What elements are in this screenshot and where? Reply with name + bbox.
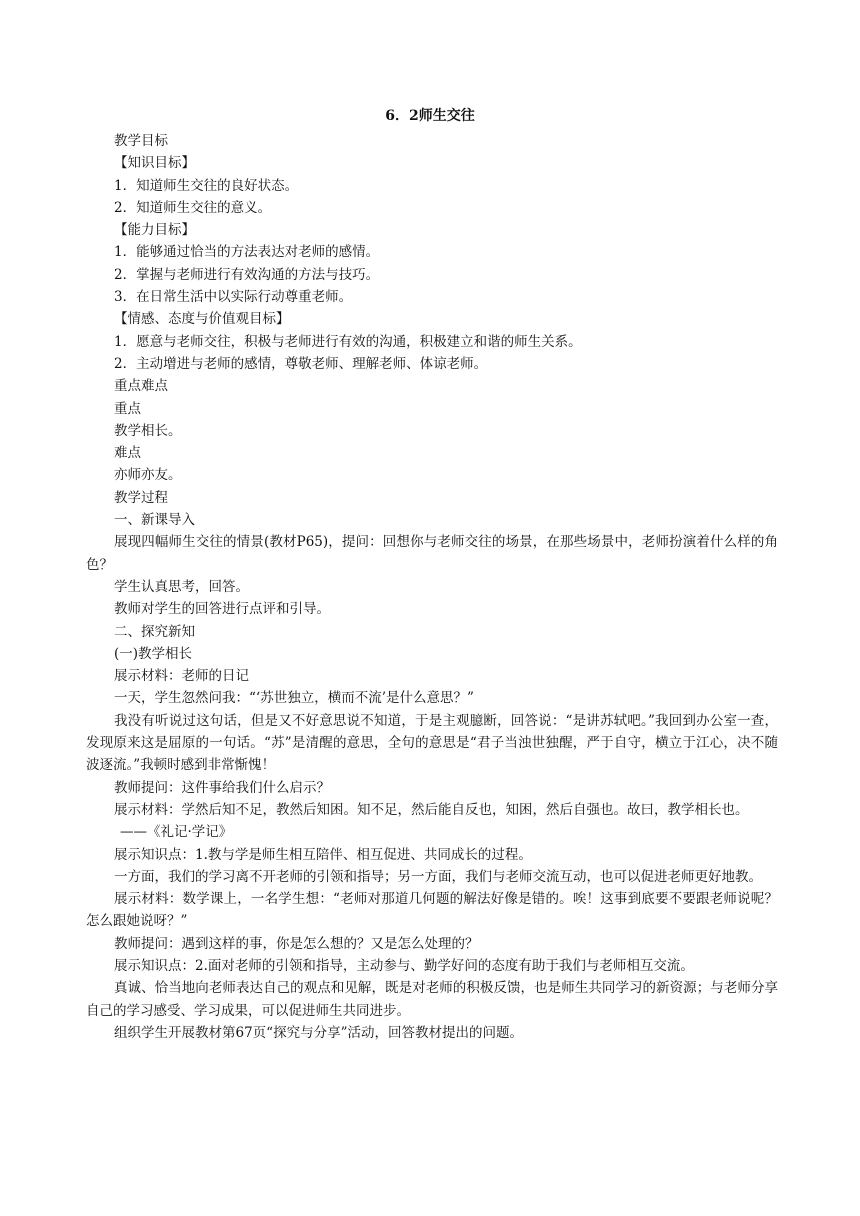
citation: ——《礼记·学记》 xyxy=(120,824,233,841)
paragraph: 展现四幅师生交往的情景(教材P65)，提问：回想你与老师交往的场景，在那些场景中，老师扮演着什么样的角色？ xyxy=(86,534,778,573)
section-heading: 教学过程 xyxy=(114,489,168,506)
paragraph: 学生认真思考，回答。 xyxy=(114,578,249,595)
list-item: 1．愿意与老师交往，积极与老师进行有效的沟通，积极建立和谐的师生关系。 xyxy=(114,333,582,350)
list-item: 3．在日常生活中以实际行动尊重老师。 xyxy=(114,289,353,306)
subsection-heading: (一)教学相长 xyxy=(114,645,193,662)
list-item: 2．掌握与老师进行有效沟通的方法与技巧。 xyxy=(114,266,380,283)
paragraph: 亦师亦友。 xyxy=(114,467,182,484)
paragraph: 组织学生开展教材第67页“探究与分享”活动，回答教材提出的问题。 xyxy=(114,1024,523,1041)
paragraph: 展示知识点：2.面对老师的引领和指导，主动参与、勤学好问的态度有助于我们与老师相互交流。 xyxy=(114,957,694,974)
subsection-heading: 【情感、态度与价值观目标】 xyxy=(114,311,290,328)
paragraph: 展示知识点：1.教与学是师生相互陪伴、相互促进、共同成长的过程。 xyxy=(114,846,532,863)
paragraph: 展示材料：学然后知不足，教然后知困。知不足，然后能自反也，知困，然后自强也。故曰，教学相长也。 xyxy=(114,801,749,818)
subsection-heading: 难点 xyxy=(114,445,141,462)
list-item: 2．知道师生交往的意义。 xyxy=(114,199,272,216)
subsection-heading: 【知识目标】 xyxy=(114,155,195,172)
section-heading: 教学目标 xyxy=(114,133,168,149)
paragraph: 教师对学生的回答进行点评和引导。 xyxy=(114,601,330,618)
subsection-heading: 二、探究新知 xyxy=(114,623,195,640)
document-title: 6．2师生交往 xyxy=(385,108,475,124)
list-item: 2．主动增进与老师的感情，尊敬老师、理解老师、体谅老师。 xyxy=(114,355,488,372)
section-heading: 重点难点 xyxy=(114,378,168,395)
paragraph: 展示材料：老师的日记 xyxy=(114,668,249,685)
subsection-heading: 【能力目标】 xyxy=(114,222,195,239)
paragraph: 一方面，我们的学习离不开老师的引领和指导；另一方面，我们与老师交流互动，也可以促进老师更好地教。 xyxy=(114,868,762,885)
paragraph: 教师提问：这件事给我们什么启示？ xyxy=(114,779,330,796)
paragraph: 教师提问：遇到这样的事，你是怎么想的？又是怎么处理的？ xyxy=(114,935,479,952)
list-item: 1．能够通过恰当的方法表达对老师的感情。 xyxy=(114,244,380,261)
paragraph: 一天，学生忽然问我：“‘苏世独立，横而不流’是什么意思？” xyxy=(114,690,474,707)
paragraph: 教学相长。 xyxy=(114,422,182,439)
document-body xyxy=(86,130,778,1044)
paragraph: 我没有听说过这句话，但是又不好意思说不知道，于是主观臆断，回答说：“是讲苏轼吧。”我回到办公室一查，发现原来这是屈原的一句话。“苏”是清醒的意思，全句的意思是“君子当浊世独醒，严于自守，横立于江心，决不随波逐流。”我顿时感到非常惭愧！ xyxy=(86,712,778,774)
paragraph: 真诚、恰当地向老师表达自己的观点和见解，既是对老师的积极反馈，也是师生共同学习的新资源；与老师分享自己的学习感受、学习成果，可以促进师生共同进步。 xyxy=(86,980,778,1019)
paragraph: 展示材料：数学课上，一名学生想：“老师对那道几何题的解法好像是错的。唉！这事到底要不要跟老师说呢？怎么跟她说呀？” xyxy=(86,891,778,930)
list-item: 1．知道师生交往的良好状态。 xyxy=(114,177,299,194)
subsection-heading: 重点 xyxy=(114,400,141,417)
subsection-heading: 一、新课导入 xyxy=(114,512,195,529)
